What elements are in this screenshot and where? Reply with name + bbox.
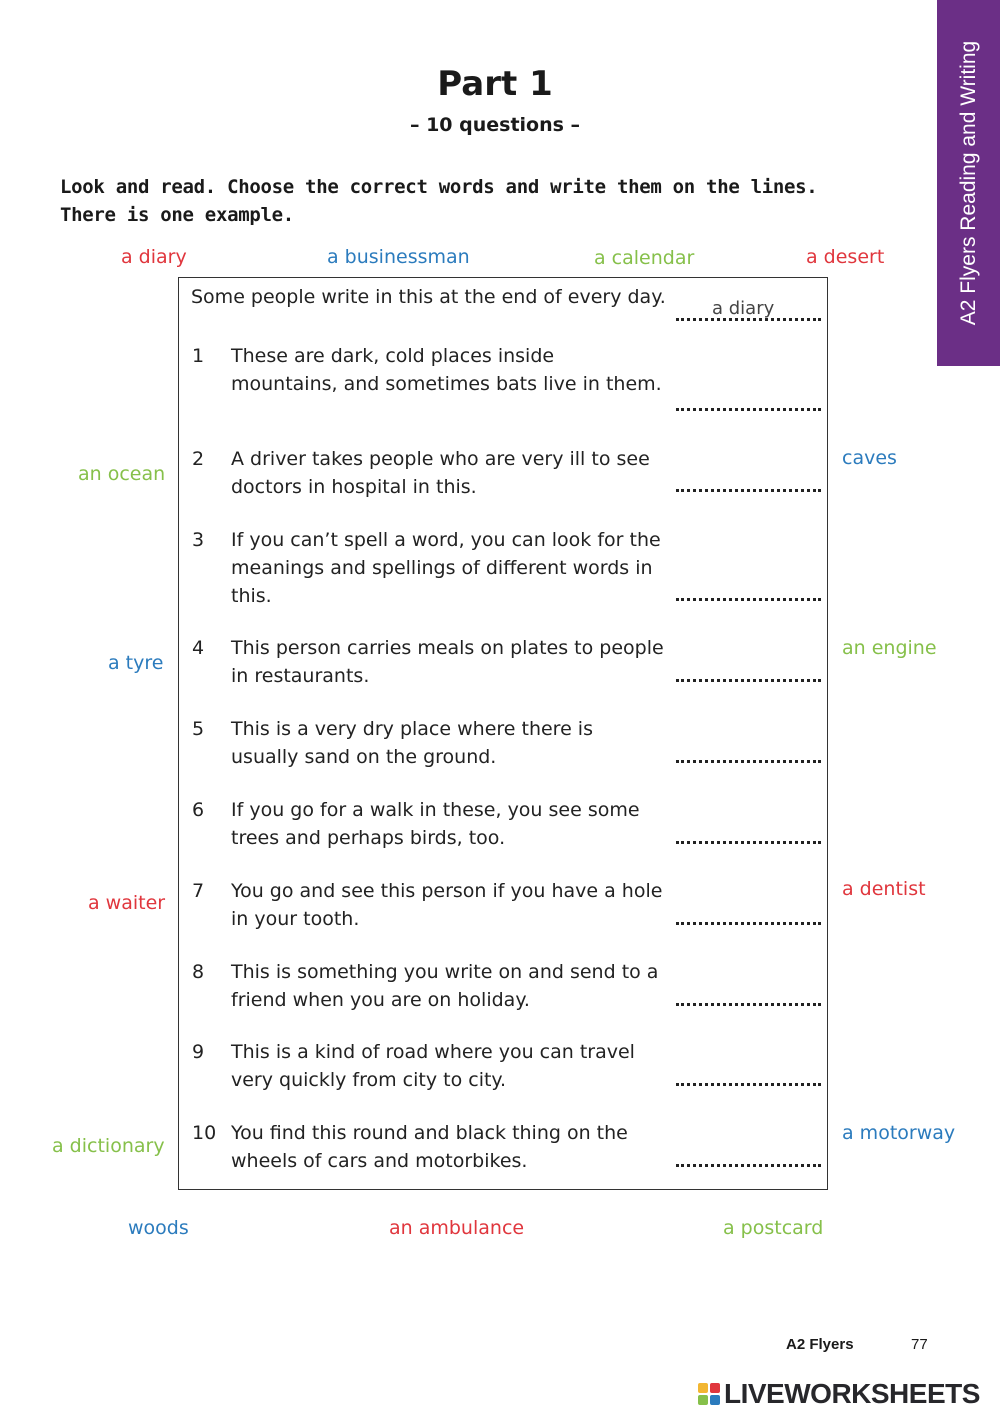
answer-line-1[interactable] [676, 405, 821, 411]
question-text: This is a very dry place where there is usually sand on the ground. [231, 718, 593, 768]
answer-line-9[interactable] [676, 1080, 821, 1086]
footer-level: A2 Flyers [786, 1336, 854, 1353]
question-text: This person carries meals on plates to people in restaurants. [231, 637, 664, 687]
question-number: 6 [192, 799, 205, 821]
question-text: You find this round and black thing on the wheels of cars and motorbikes. [231, 1122, 628, 1172]
question-row [179, 796, 827, 856]
side-tab [937, 0, 1000, 366]
answer-line-3[interactable] [676, 595, 821, 601]
question-text: This is something you write on and send to a friend when you are on holiday. [231, 961, 659, 1011]
question-text: You go and see this person if you have a hole in your tooth. [231, 880, 663, 930]
question-row [179, 958, 827, 1018]
question-row [179, 634, 827, 694]
word-bank-item-dentist[interactable]: a dentist [842, 878, 926, 900]
question-row [179, 526, 827, 611]
answer-line-5[interactable] [676, 757, 821, 763]
page-number: 77 [911, 1336, 928, 1353]
question-row [179, 1038, 827, 1098]
answer-line-8[interactable] [676, 1000, 821, 1006]
question-text: This is a kind of road where you can travel very quickly from city to city. [231, 1041, 635, 1091]
side-tab-label: A2 Flyers Reading and Writing [956, 40, 980, 326]
question-text: If you go for a walk in these, you see some trees and perhaps birds, too. [231, 799, 640, 849]
page-title: Part 1 [437, 64, 553, 104]
word-bank-item-woods[interactable]: woods [128, 1217, 189, 1239]
question-number: 5 [192, 718, 205, 740]
word-bank-item-calendar[interactable]: a calendar [594, 247, 695, 269]
answer-line-4[interactable] [676, 676, 821, 682]
word-bank-item-postcard[interactable]: a postcard [723, 1217, 824, 1239]
question-box [178, 277, 828, 1190]
question-row [179, 877, 827, 937]
word-bank-item-caves[interactable]: caves [842, 447, 897, 469]
word-bank-item-engine[interactable]: an engine [842, 637, 937, 659]
instructions-line-2: There is one example. [60, 204, 294, 226]
question-number: 10 [192, 1122, 217, 1144]
liveworksheets-wordmark: LIVEWORKSHEETS [724, 1378, 980, 1409]
word-bank-item-diary[interactable]: a diary [121, 246, 187, 268]
answer-line-10[interactable] [676, 1161, 821, 1167]
question-number: 2 [192, 448, 205, 470]
answer-line-6[interactable] [676, 838, 821, 844]
word-bank-item-dictionary[interactable]: a dictionary [52, 1135, 165, 1157]
question-number: 9 [192, 1041, 205, 1063]
question-row [179, 1119, 827, 1179]
word-bank-item-tyre[interactable]: a tyre [108, 652, 164, 674]
question-row [179, 445, 827, 505]
liveworksheets-icon [698, 1383, 720, 1405]
question-number: 4 [192, 637, 205, 659]
example-row [179, 283, 827, 323]
example-answer: a diary [712, 298, 775, 319]
question-row [179, 342, 827, 412]
question-row [179, 715, 827, 775]
liveworksheets-logo[interactable] [698, 1380, 980, 1408]
example-answer-line [676, 315, 821, 321]
word-bank-item-motorway[interactable]: a motorway [842, 1122, 956, 1144]
instructions-line-1: Look and read. Choose the correct words and write them on the lines. [60, 176, 818, 198]
word-bank-item-ocean[interactable]: an ocean [78, 463, 166, 485]
question-text: A driver takes people who are very ill to see doctors in hospital in this. [231, 448, 650, 498]
question-number: 3 [192, 529, 205, 551]
question-number: 8 [192, 961, 205, 983]
question-number: 7 [192, 880, 205, 902]
word-bank-item-ambulance[interactable]: an ambulance [389, 1217, 525, 1239]
question-text: These are dark, cold places inside mountains, and sometimes bats live in them. [231, 345, 662, 395]
example-text: Some people write in this at the end of every day. [191, 286, 666, 308]
question-text: If you can’t spell a word, you can look for the meanings and spellings of different words in this. [231, 529, 661, 607]
answer-line-7[interactable] [676, 919, 821, 925]
word-bank-item-desert[interactable]: a desert [806, 246, 885, 268]
question-number: 1 [192, 345, 205, 367]
word-bank-item-waiter[interactable]: a waiter [88, 892, 166, 914]
page-subtitle: – 10 questions – [409, 114, 581, 136]
word-bank-item-businessman[interactable]: a businessman [327, 246, 470, 268]
answer-line-2[interactable] [676, 486, 821, 492]
